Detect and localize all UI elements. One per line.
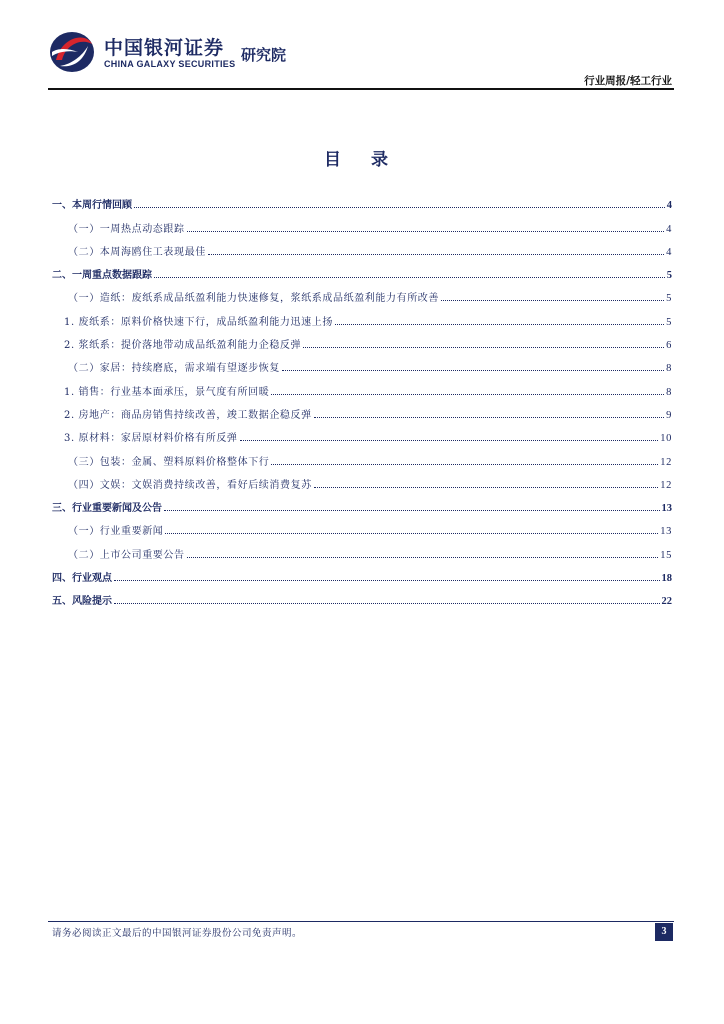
toc-entry[interactable] xyxy=(52,351,672,374)
toc-entry[interactable] xyxy=(52,421,672,444)
toc-leader-dots xyxy=(114,602,660,604)
toc-entry-page: 5 xyxy=(666,316,672,328)
toc-entry-page: 4 xyxy=(666,223,672,235)
toc-entry-page: 12 xyxy=(660,456,672,468)
toc-entry-page: 4 xyxy=(666,246,672,258)
toc-entry[interactable] xyxy=(52,281,672,304)
toc-leader-dots xyxy=(208,253,664,255)
toc-entry[interactable] xyxy=(52,235,672,258)
toc-leader-dots xyxy=(314,416,664,418)
toc-entry[interactable] xyxy=(52,258,672,281)
galaxy-logo-icon xyxy=(48,30,96,74)
toc-entry-text: 四、行业观点 xyxy=(52,573,112,585)
toc-entry-page: 13 xyxy=(660,526,672,538)
toc-title: 目 录 xyxy=(324,150,400,170)
toc-entry[interactable] xyxy=(52,328,672,351)
toc-entry-page: 22 xyxy=(661,596,672,608)
toc-entry-text: 二、一周重点数据跟踪 xyxy=(52,270,152,282)
toc-entry-page: 8 xyxy=(666,363,672,375)
toc-leader-dots xyxy=(114,579,660,581)
toc-entry-page: 10 xyxy=(660,433,672,445)
toc-leader-dots xyxy=(164,509,660,511)
toc-entry-page: 5 xyxy=(666,270,672,282)
toc-entry[interactable] xyxy=(52,398,672,421)
footer-divider xyxy=(48,921,674,922)
toc-leader-dots xyxy=(282,369,664,371)
toc-entry-text: （二）上市公司重要公告 xyxy=(68,549,185,561)
toc-leader-dots xyxy=(187,556,659,558)
toc-entry-page: 13 xyxy=(661,503,672,515)
toc-entry-page: 5 xyxy=(666,293,672,305)
page-number: 3 xyxy=(655,923,673,941)
table-of-contents xyxy=(52,188,672,607)
toc-entry-text: 一、本周行情回顾 xyxy=(52,200,132,212)
toc-entry[interactable] xyxy=(52,561,672,584)
toc-entry-text: （一）行业重要新闻 xyxy=(68,526,164,538)
report-type-label: 行业周报/轻工行业 xyxy=(584,75,672,87)
toc-entry-text: （一）一周热点动态跟踪 xyxy=(68,223,185,235)
toc-leader-dots xyxy=(441,299,664,301)
toc-entry[interactable] xyxy=(52,304,672,327)
toc-leader-dots xyxy=(271,463,658,465)
toc-entry-page: 15 xyxy=(660,549,672,561)
brand-name-cn: 中国银河证券 xyxy=(104,37,225,59)
brand-institute: 研究院 xyxy=(241,46,287,64)
toc-entry-text: 2. 浆纸系：提价落地带动成品纸盈利能力企稳反弹 xyxy=(64,340,302,352)
toc-entry-text: （一）造纸：废纸系成品纸盈利能力快速修复，浆纸系成品纸盈利能力有所改善 xyxy=(68,293,439,305)
toc-entry-page: 12 xyxy=(660,479,672,491)
toc-entry-page: 4 xyxy=(666,200,672,212)
toc-entry[interactable] xyxy=(52,514,672,537)
toc-entry[interactable] xyxy=(52,444,672,467)
toc-entry-text: 三、行业重要新闻及公告 xyxy=(52,503,162,515)
header-divider xyxy=(48,88,674,90)
toc-entry-text: 2. 房地产：商品房销售持续改善，竣工数据企稳反弹 xyxy=(64,409,312,421)
toc-entry-text: （二）家居：持续磨底，需求端有望逐步恢复 xyxy=(68,363,280,375)
toc-entry-text: （二）本周海鸥住工表现最佳 xyxy=(68,246,206,258)
toc-entry-text: 1. 废纸系：原料价格快速下行，成品纸盈利能力迅速上扬 xyxy=(64,316,333,328)
toc-entry-page: 6 xyxy=(666,340,672,352)
toc-entry[interactable] xyxy=(52,537,672,560)
toc-entry[interactable] xyxy=(52,491,672,514)
footer-disclaimer: 请务必阅读正文最后的中国银河证券股份公司免责声明。 xyxy=(52,928,303,939)
toc-entry-text: （四）文娱：文娱消费持续改善，看好后续消费复苏 xyxy=(68,479,312,491)
toc-entry-text: 1. 销售：行业基本面承压，景气度有所回暖 xyxy=(64,386,270,398)
toc-entry-page: 18 xyxy=(661,573,672,585)
toc-leader-dots xyxy=(271,393,664,395)
toc-leader-dots xyxy=(314,486,658,488)
toc-leader-dots xyxy=(335,323,664,325)
toc-leader-dots xyxy=(134,206,665,208)
toc-leader-dots xyxy=(165,532,658,534)
toc-leader-dots xyxy=(187,230,665,232)
toc-entry-text: （三）包装：金属、塑料原料价格整体下行 xyxy=(68,456,270,468)
toc-leader-dots xyxy=(303,346,664,348)
toc-entry[interactable] xyxy=(52,468,672,491)
toc-entry-page: 8 xyxy=(666,386,672,398)
toc-entry-text: 3. 原材料：家居原材料价格有所反弹 xyxy=(64,433,238,445)
toc-leader-dots xyxy=(240,439,659,441)
toc-entry[interactable] xyxy=(52,584,672,607)
brand-name-en: CHINA GALAXY SECURITIES xyxy=(104,59,236,69)
toc-entry[interactable] xyxy=(52,374,672,397)
toc-entry[interactable] xyxy=(52,211,672,234)
toc-entry-page: 9 xyxy=(666,409,672,421)
toc-leader-dots xyxy=(154,276,665,278)
toc-entry-text: 五、风险提示 xyxy=(52,596,112,608)
toc-entry[interactable] xyxy=(52,188,672,211)
